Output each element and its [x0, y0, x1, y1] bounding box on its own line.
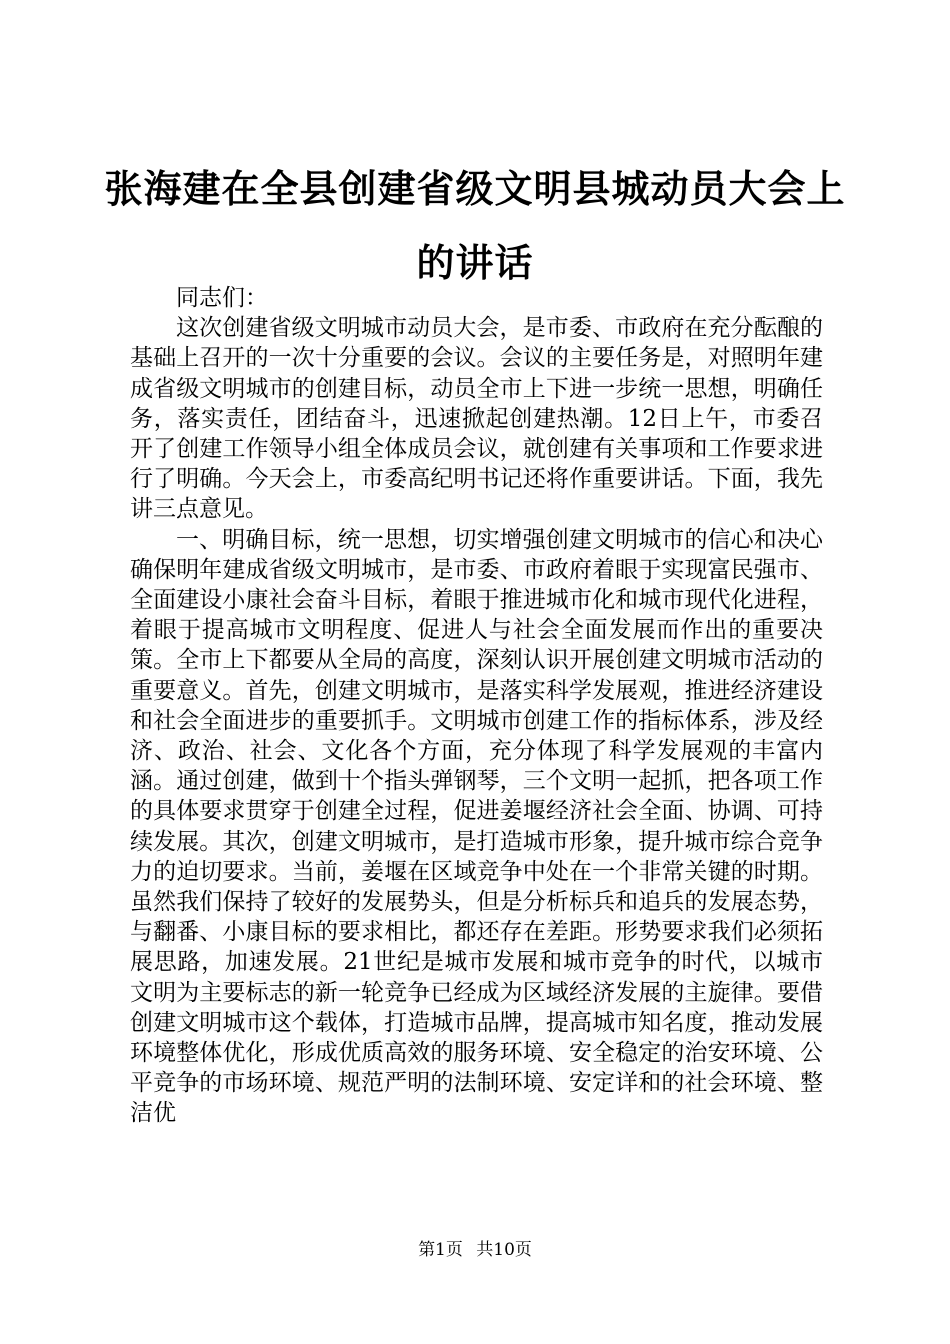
document-title: 张海建在全县创建省级文明县城动员大会上的讲话 — [104, 167, 846, 285]
page-footer — [0, 1239, 950, 1261]
salutation: 同志们： — [176, 285, 268, 311]
document-body — [130, 283, 823, 1129]
page-number: 第1页 — [418, 1240, 463, 1260]
paragraph: 一、明确目标，统一思想，切实增强创建文明城市的信心和决心确保明年建成省级文明城市，是市委、市政府着眼于实现富民强市、全面建设小康社会奋斗目标，着眼于推进城市化和城市现代化进程，着眼于提高城市文明程度、促进人与社会全面发展而作出的重要决策。全市上下都要从全局的高度，深刻认识开展创建文明城市活动的重要意义。首先，创建文明城市，是落实科学发展观，推进经济建设和社会全面进步的重要抓手。文明城市创建工作的指标体系，涉及经济、政治、社会、文化各个方面，充分体现了科学发展观的丰富内涵。通过创建，做到十个指头弹钢琴，三个文明一起抓，把各项工作的具体要求贯穿于创建全过程，促进姜堰经济社会全面、协调、可持续发展。其次，创建文明城市，是打造城市形象，提升城市综合竞争力的迫切要求。当前，姜堰在区域竞争中处在一个非常关键的时期。虽然我们保持了较好的发展势头，但是分析标兵和追兵的发展态势，与翻番、小康目标的要求相比，都还存在差距。形势要求我们必须拓展思路，加速发展。21世纪是城市发展和城市竞争的时代，以城市文明为主要标志的新一轮竞争已经成为区域经济发展的主旋律。要借创建文明城市这个载体，打造城市品牌，提高城市知名度，推动发展环境整体优化，形成优质高效的服务环境、安全稳定的治安环境、公平竞争的市场环境、规范严明的法制环境、安定详和的社会环境、整洁优 — [130, 526, 823, 1127]
page-total: 共10页 — [476, 1240, 532, 1260]
paragraph: 这次创建省级文明城市动员大会，是市委、市政府在充分酝酿的基础上召开的一次十分重要的会议。会议的主要任务是，对照明年建成省级文明城市的创建目标，动员全市上下进一步统一思想，明确任务，落实责任，团结奋斗，迅速掀起创建热潮。12日上午，市委召开了创建工作领导小组全体成员会议，就创建有关事项和工作要求进行了明确。今天会上，市委高纪明书记还将作重要讲话。下面，我先讲三点意见。 — [130, 315, 823, 523]
